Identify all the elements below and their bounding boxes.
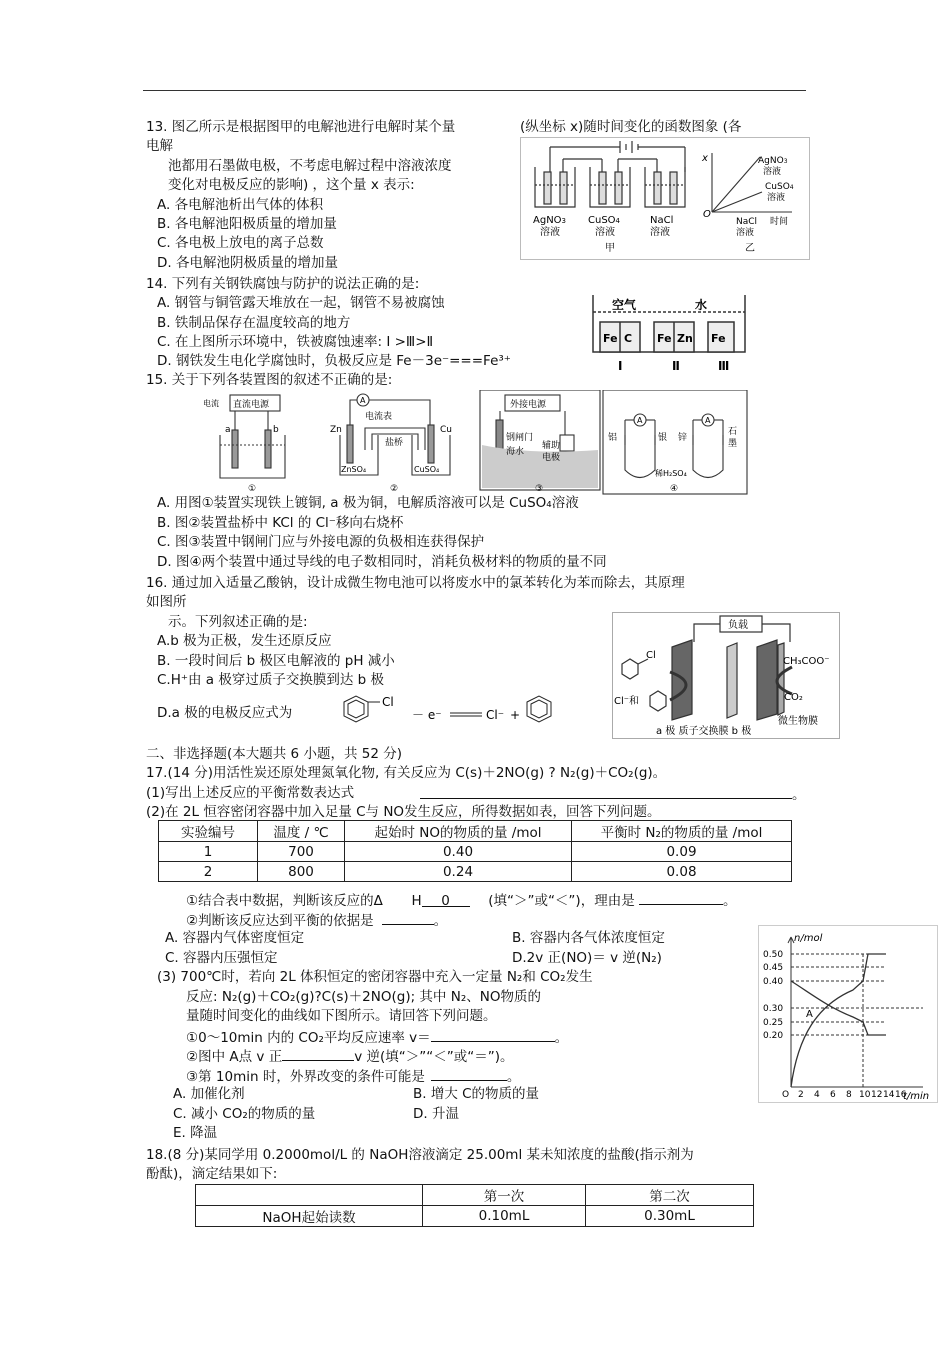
header-rule — [143, 90, 806, 91]
q15-option-b: B. 图②装置盐桥中 KCl 的 Cl⁻移向右烧杯 — [157, 515, 404, 531]
label-fe-3: Fe — [711, 332, 726, 345]
label-fig3: ③ — [535, 484, 544, 494]
q17-opt-d: D.2v 正(NO)＝ v 逆(N₂) — [512, 950, 662, 966]
q17-opt-c: C. 容器内压强恒定 — [165, 950, 278, 966]
q17-line1: 17.(14 分)用活性炭还原处理氮氧化物, 有关反应为 C(s)＋2NO(g) ? N₂(g)＋CO₂(g)。 — [146, 765, 667, 781]
label-ammeter: 电流表 — [365, 412, 393, 422]
q14-option-c: C. 在上图所示环境中，铁被腐蚀速率: Ⅰ >Ⅲ>Ⅱ — [157, 334, 434, 350]
q17-part3-sub1-text: ①0～10min 内的 CO₂平均反应速率 v＝ — [186, 1030, 431, 1046]
q16-line3: 示。下列叙述正确的是: — [168, 614, 308, 630]
q17-part3-sub2: ②图中 A点 v 正 v 逆(填“＞”“＜”或“＝”)。 — [186, 1046, 513, 1066]
q17-sub1-reason-blank[interactable] — [639, 890, 723, 905]
cell: 0.08 — [572, 862, 792, 882]
cell: 700 — [258, 842, 345, 862]
q13-line4: 变化对电极反应的影响) ，这个量 x 表示: — [168, 177, 415, 193]
label-roman-2: Ⅱ — [672, 359, 680, 373]
q17-c3-e: E. 降温 — [173, 1125, 218, 1141]
table-header-row — [196, 1185, 754, 1206]
graph-origin: O — [782, 1090, 790, 1100]
q13-line1: 13. 图乙所示是根据图甲的电解池进行电解时某个量 — [146, 119, 456, 135]
q13-option-b: B. 各电解池阳极质量的增加量 — [157, 216, 337, 232]
yi-label-cuso4: CuSO — [765, 182, 790, 192]
label-roman-1: Ⅰ — [618, 359, 623, 373]
q17-c3-a: A. 加催化剂 — [173, 1086, 245, 1102]
label-cl-ion-and: Cl⁻和 — [614, 696, 640, 707]
section-2-title: 二、非选择题(本大题共 6 小题，共 52 分) — [146, 746, 402, 762]
th-n2: 平衡时 N₂的物质的量 /mol — [572, 821, 792, 842]
q14-option-b: B. 铁制品保存在温度较高的地方 — [157, 315, 351, 331]
q17-sub2-text: ②判断该反应达到平衡的依据是 — [186, 913, 374, 929]
ytick: 0.30 — [763, 1004, 784, 1014]
xtick: 10 — [859, 1090, 871, 1100]
yi-label-agno3: AgNO — [758, 156, 784, 166]
q14-line1: 14. 下列有关钢铁腐蚀与防护的说法正确的是: — [146, 276, 420, 292]
label-a: a — [225, 425, 231, 435]
q16-option-c: C.H⁺由 a 极穿过质子交换膜到达 b 极 — [157, 672, 385, 688]
graph-xlabel: t/min — [903, 1091, 930, 1102]
yi-label-solution-3: 溶液 — [736, 228, 755, 238]
yi-label-solution-2: 溶液 — [767, 193, 786, 203]
label-ammeter-a2: A — [637, 416, 643, 425]
device-4 — [603, 390, 747, 494]
label-electrodes: a 极 质子交换膜 b 极 — [656, 726, 752, 737]
label-air: 空气 — [612, 298, 637, 312]
svg-text:CuSO4: CuSO4 — [588, 215, 621, 226]
ytick: 0.40 — [763, 977, 784, 987]
q16-option-a: A.b 极为正极，发生还原反应 — [157, 633, 332, 649]
q17-part3-sub1: ①0～10min 内的 CO₂平均反应速率 v＝ 。 — [186, 1027, 568, 1047]
label-fe-1: Fe — [603, 332, 618, 345]
cell: 2 — [159, 862, 258, 882]
q17-opt-a: A. 容器内气体密度恒定 — [165, 930, 305, 946]
q16-microbial-cell-figure — [612, 612, 840, 739]
label-znso4: ZnSO₄ — [341, 465, 367, 474]
ytick: 0.45 — [763, 963, 784, 973]
table-row — [159, 842, 792, 862]
graph-ylabel: n/mol — [794, 933, 823, 944]
q17-sub1: ①结合表中数据，判断该反应的Δ H 0 (填“＞”或“＜”)，理由是 。 — [186, 890, 737, 910]
q17-c3-c: C. 减小 CO₂的物质的量 — [173, 1106, 316, 1122]
q17-part3-sub3-text: ③第 10min 时，外界改变的条件可能是 — [186, 1069, 425, 1085]
q17-opt-b: B. 容器内各气体浓度恒定 — [512, 930, 665, 946]
label-zn: Zn — [330, 425, 342, 435]
svg-text:CuSO4: CuSO4 — [765, 182, 794, 192]
label-fig1: ① — [248, 484, 257, 494]
label-zn-2: 锌 — [678, 433, 688, 443]
q17-sub2: ②判断该反应达到平衡的依据是 。 — [186, 910, 447, 930]
label-graphite-1: 石 — [728, 427, 738, 437]
label-ammeter-a3: A — [705, 416, 711, 425]
ytick: 0.50 — [763, 950, 784, 960]
q17-c3-d: D. 升温 — [413, 1106, 459, 1122]
cell: 1 — [159, 842, 258, 862]
eq-cl-ion: Cl⁻ — [486, 708, 505, 722]
q17-part3-line1: (3) 700℃时，若向 2L 体积恒定的密闭容器中充入一定量 N₂和 CO₂发生 — [157, 969, 593, 985]
label-c: C — [624, 332, 633, 345]
cell: 0.40 — [345, 842, 572, 862]
label-dc-power: 直流电源 — [233, 400, 270, 410]
cell: 800 — [258, 862, 345, 882]
q18-line2: 酚酞)，滴定结果如下: — [146, 1166, 278, 1182]
caption-jia: 甲 — [605, 243, 615, 254]
cell: NaOH起始读数 — [196, 1206, 423, 1227]
q15-option-a: A. 用图①装置实现铁上镀铜, a 极为铜，电解质溶液可以是 CuSO₄溶液 — [157, 495, 579, 511]
th-second: 第二次 — [586, 1185, 754, 1206]
label-fe-2: Fe — [657, 332, 672, 345]
label-current: 电流 — [203, 399, 219, 408]
label-solution-2: 溶液 — [595, 227, 615, 238]
th-blank — [196, 1185, 423, 1206]
label-nacl: NaCl — [650, 215, 674, 226]
label-agno3: AgNO — [533, 215, 562, 226]
xtick: 2 — [798, 1090, 804, 1100]
label-fig2: ② — [390, 484, 399, 494]
q17-part1-end: 。 — [792, 787, 806, 803]
q17-condition-blank[interactable] — [431, 1066, 507, 1081]
q14-option-a: A. 钢管与铜管露天堆放在一起，钢管不易被腐蚀 — [157, 295, 445, 311]
q17-compare-blank[interactable] — [282, 1046, 354, 1061]
label-b: b — [273, 425, 279, 435]
device-2 — [340, 394, 450, 475]
q13-electrolysis-figure — [520, 137, 810, 260]
q17-sub1-text2: (填“＞”或“＜”)，理由是 — [488, 893, 635, 909]
q13-line1-right: (纵坐标 x)随时间变化的函数图象 (各 — [520, 119, 742, 135]
svg-text:AgNO3: AgNO3 — [533, 215, 567, 226]
label-solution-1: 溶液 — [540, 227, 560, 238]
label-aux-1: 辅助 — [542, 441, 561, 451]
q17-sub1-answer[interactable]: 0 — [422, 892, 470, 907]
th-first: 第一次 — [423, 1185, 586, 1206]
q17-part2: (2)在 2L 恒容密闭容器中加入足量 C与 NO发生反应，所得数据如表，回答下列问题。 — [146, 804, 661, 820]
eq-plus: + — [510, 708, 521, 722]
q17-part1: (1)写出上述反应的平衡常数表达式 — [146, 785, 355, 801]
yi-label-nacl: NaCl — [736, 217, 758, 227]
eq-minus-e: － e⁻ — [412, 708, 442, 722]
q16-line2: 如图所 — [146, 594, 187, 610]
q17-part3-sub2-text: ②图中 A点 v 正 — [186, 1049, 283, 1065]
label-co2: CO₂ — [784, 692, 803, 703]
yi-xlabel: 时间 — [770, 217, 789, 227]
q17-sub1-text: ①结合表中数据，判断该反应的Δ — [186, 893, 383, 909]
q18-data-table — [195, 1184, 754, 1227]
label-roman-3: Ⅲ — [718, 359, 730, 373]
label-load: 负载 — [728, 620, 748, 631]
q13-option-a: A. 各电解池析出气体的体积 — [157, 197, 324, 213]
q16-line1: 16. 通过加入适量乙酸钠，设计成微生物电池可以将废水中的氯苯转化为苯而除去，其原理 — [146, 575, 685, 591]
label-water: 水 — [695, 298, 708, 312]
graph-point-a: A — [806, 1009, 813, 1020]
cell: 0.10mL — [423, 1206, 586, 1227]
q17-part3-line2: 反应: N₂(g)＋CO₂(g)?C(s)＋2NO(g); 其中 N₂、NO物质的 — [186, 989, 541, 1005]
label-external-power: 外接电源 — [510, 400, 547, 410]
cell: 0.24 — [345, 862, 572, 882]
table-row — [196, 1206, 754, 1227]
xtick: 6 — [830, 1090, 836, 1100]
q13-option-d: D. 各电解池阴极质量的增加量 — [157, 255, 338, 271]
label-seawater: 海水 — [506, 447, 525, 457]
label-ag: 银 — [658, 433, 668, 443]
label-zn: Zn — [677, 332, 693, 345]
q13-line3: 池都用石墨做电极，不考虑电解过程中溶液浓度 — [168, 158, 452, 174]
label-steel-gate: 钢闸门 — [506, 433, 534, 443]
label-al: 铝 — [608, 433, 618, 443]
eq-cl: Cl — [382, 695, 394, 709]
ytick: 0.20 — [763, 1031, 784, 1041]
th-no: 起始时 NO的物质的量 /mol — [345, 821, 572, 842]
table-header-row — [159, 821, 792, 842]
cell: 0.09 — [572, 842, 792, 862]
q16-equation — [330, 692, 568, 736]
q17-part1-answer-blank[interactable] — [420, 784, 806, 804]
q15-option-c: C. 图③装置中钢闸门应与外接电源的负极相连获得保护 — [157, 534, 485, 550]
q17-data-table — [158, 820, 792, 882]
q17-part3-line3: 量随时间变化的曲线如下图所示。请回答下列问题。 — [186, 1008, 497, 1024]
q15-option-d: D. 图④两个装置中通过导线的电子数相同时，消耗负极材料的物质的量不同 — [157, 554, 607, 570]
q16-option-d: D.a 极的电极反应式为 — [157, 705, 293, 721]
yi-ylabel: x — [702, 153, 708, 164]
q17-sub1-h: H — [411, 893, 422, 909]
table-row — [159, 862, 792, 882]
xtick: 4 — [814, 1090, 820, 1100]
q13-line2: 电解 — [146, 138, 173, 154]
cell: 0.30mL — [586, 1206, 754, 1227]
th-exp: 实验编号 — [159, 821, 258, 842]
label-salt-bridge: 盐桥 — [385, 438, 404, 448]
q17-rate-blank[interactable] — [431, 1027, 555, 1042]
ytick: 0.25 — [763, 1018, 784, 1028]
label-cl-left: Cl — [646, 650, 656, 661]
label-cu: Cu — [440, 425, 452, 435]
label-ammeter-a: A — [360, 396, 366, 405]
q15-devices-figure — [200, 390, 748, 495]
q14-option-d: D. 钢铁发生电化学腐蚀时，负极反应是 Fe－3e⁻===Fe³⁺ — [157, 353, 511, 369]
label-solution-3: 溶液 — [650, 227, 670, 238]
label-dilute-h2so4: 稀H₂SO₄ — [655, 469, 687, 478]
q16-option-b: B. 一段时间后 b 极区电解液的 pH 减小 — [157, 653, 395, 669]
label-aux-2: 电极 — [542, 453, 561, 463]
q17-part3-sub3: ③第 10min 时，外界改变的条件可能是 。 — [186, 1066, 520, 1086]
svg-text:AgNO3: AgNO3 — [758, 156, 788, 166]
xtick: 16 — [895, 1090, 907, 1100]
xtick: 8 — [846, 1090, 852, 1100]
q17-graph — [758, 925, 938, 1103]
label-fig4: ④ — [670, 484, 679, 494]
label-graphite-2: 墨 — [728, 439, 738, 449]
yi-origin: O — [703, 209, 711, 220]
caption-yi: 乙 — [745, 243, 755, 254]
yi-label-solution-1: 溶液 — [763, 167, 782, 177]
q17-c3-b: B. 增大 C的物质的量 — [413, 1086, 540, 1102]
xtick: 14 — [883, 1090, 895, 1100]
q13-option-c: C. 各电极上放电的离子总数 — [157, 235, 324, 251]
xtick: 12 — [871, 1090, 883, 1100]
label-acetate: CH₃COO⁻ — [783, 656, 830, 667]
label-cuso4: CuSO — [588, 215, 616, 226]
q17-sub2-blank[interactable] — [382, 910, 434, 925]
q15-line1: 15. 关于下列各装置图的叙述不正确的是: — [146, 372, 393, 388]
q18-line1: 18.(8 分)某同学用 0.2000mol/L 的 NaOH溶液滴定 25.00ml 某未知浓度的盐酸(指示剂为 — [146, 1147, 694, 1163]
label-cuso4: CuSO₄ — [414, 465, 440, 474]
label-biofilm: 微生物膜 — [778, 716, 818, 727]
q14-corrosion-figure — [590, 290, 750, 375]
th-temp: 温度 / ℃ — [258, 821, 345, 842]
